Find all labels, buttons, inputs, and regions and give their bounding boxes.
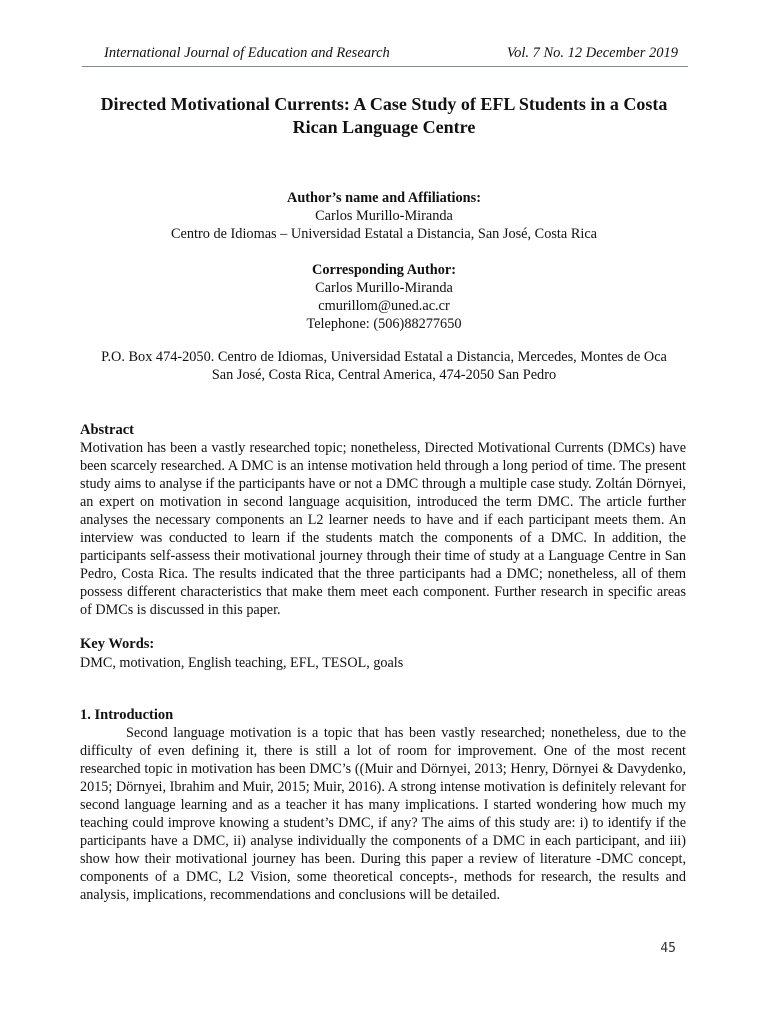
keywords-heading: Key Words: xyxy=(80,636,155,652)
keywords-text: DMC, motivation, English teaching, EFL, TESOL, goals xyxy=(80,655,404,671)
authors-heading: Author’s name and Affiliations: xyxy=(287,190,481,206)
abstract-heading: Abstract xyxy=(80,422,134,438)
page-number: 45 xyxy=(660,941,676,956)
address-line-2: San José, Costa Rica, Central America, 474-2050 San Pedro xyxy=(211,367,557,383)
corresponding-heading: Corresponding Author: xyxy=(312,262,456,278)
author-affiliation: Centro de Idiomas – Universidad Estatal a Distancia, San José, Costa Rica xyxy=(170,226,598,242)
header-divider xyxy=(82,66,688,67)
address-line-1: P.O. Box 474-2050. Centro de Idiomas, Universidad Estatal a Distancia, Mercedes, Montes de Oca xyxy=(101,349,667,365)
journal-name: International Journal of Education and Research xyxy=(104,45,390,61)
author-name: Carlos Murillo-Miranda xyxy=(315,208,453,224)
corresponding-name: Carlos Murillo-Miranda xyxy=(315,280,453,296)
introduction-text: Second language motivation is a topic that has been vastly researched; nonetheless, due to the difficulty of even defining it, there is still a lot of room for improvement. One of the most recent researched topic in motivation has been DMC’s ((Muir and Dörnyei, 2013; Henry, Dörnyei & Davydenko, 2015; Dörnyei, Ibrahim and Muir, 2015; Muir, 2016). A strong intense motivation is definitely relevant for second language learning and as a teacher it has many implications. I started wondering how much my teaching could improve knowing a student’s DMC, if any? The aims of this study are: i) to identify if the participants have a DMC, ii) analyse individually the components of a DMC in each participant, and iii) show how their motivational journey has been. During this paper a review of literature -DMC concept, components of a DMC, L2 Vision, some theoretical concepts-, methods for research, the results and analysis, implications, recommendations and conclusions will be detailed. xyxy=(80,725,686,903)
corresponding-email[interactable]: cmurillom@uned.ac.cr xyxy=(318,298,450,314)
volume-info: Vol. 7 No. 12 December 2019 xyxy=(506,45,678,61)
corresponding-telephone: Telephone: (506)88277650 xyxy=(306,316,462,332)
postal-address xyxy=(80,348,688,384)
corresponding-author-block xyxy=(80,261,688,333)
abstract-text: Motivation has been a vastly researched topic; nonetheless, Directed Motivational Currents (DMCs) have been scarcely researched. A DMC is an intense motivation held through a long period of time. The present study aims to analyse if the participants have or not a DMC through a multiple case study. Zoltán Dörnyei, an expert on motivation in second language acquisition, introduced the term DMC. The article further analyses the necessary components an L2 learner needs to have and if each participant meets them. An interview was conducted to learn if the students match the components of a DMC. In addition, the participants self-assess their motivational journey through their time of study at a Language Centre in San Pedro, Costa Rica. The results indicated that the three participants had a DMC; nonetheless, all of them possess different characteristics that make them meet each component. Further research in specific areas of DMCs is discussed in this paper. xyxy=(80,440,686,618)
author-block xyxy=(80,189,688,243)
introduction-heading: 1. Introduction xyxy=(80,707,174,723)
paper-title: Directed Motivational Currents: A Case Study of EFL Students in a Costa Rican Language Centre xyxy=(100,94,668,137)
